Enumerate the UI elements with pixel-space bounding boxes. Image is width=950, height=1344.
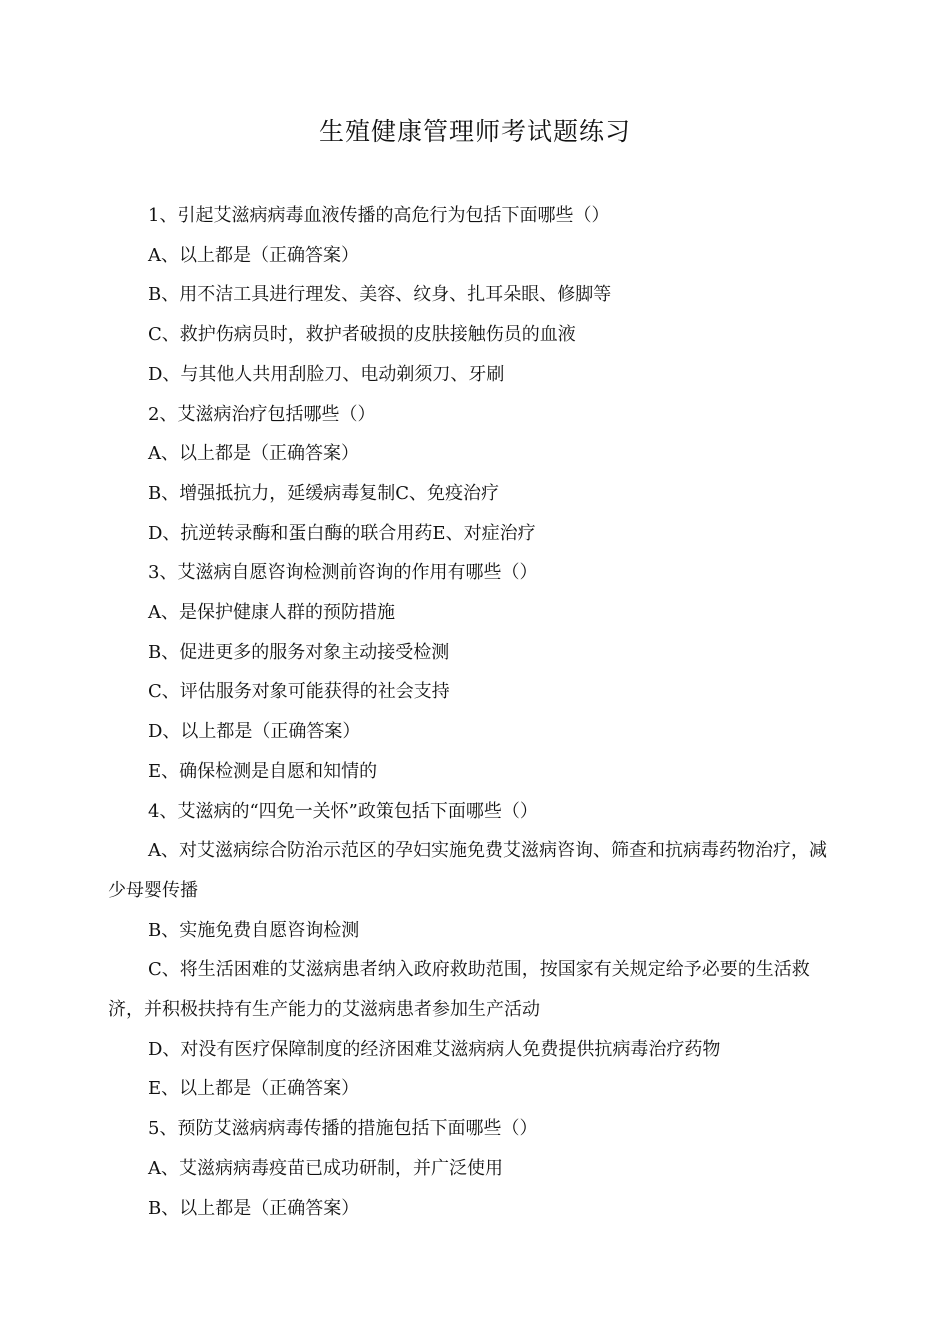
option-2de: D、抗逆转录酶和蛋白酶的联合用药E、对症治疗 bbox=[148, 522, 536, 544]
option-1a: A、以上都是（正确答案） bbox=[148, 244, 359, 266]
option-3b: B、促进更多的服务对象主动接受检测 bbox=[148, 641, 450, 663]
question-5: 5、预防艾滋病病毒传播的措施包括下面哪些（） bbox=[148, 1118, 538, 1140]
question-4: 4、艾滋病的“四免一关怀”政策包括下面哪些（） bbox=[148, 800, 538, 822]
option-5b: B、以上都是（正确答案） bbox=[148, 1197, 360, 1219]
option-2bc: B、增强抵抗力，延缓病毒复制C、免疫治疗 bbox=[148, 482, 499, 504]
option-2a: A、以上都是（正确答案） bbox=[148, 443, 359, 465]
option-4e: E、以上都是（正确答案） bbox=[148, 1078, 360, 1100]
option-4a: A、对艾滋病综合防治示范区的孕妇实施免费艾滋病咨询、筛查和抗病毒药物治疗，减少母婴传播 bbox=[108, 840, 827, 901]
question-1: 1、引起艾滋病病毒血液传播的高危行为包括下面哪些（） bbox=[148, 205, 610, 226]
option-1d: D、与其他人共用刮脸刀、电动剃须刀、牙刷 bbox=[148, 363, 505, 385]
option-3c: C、评估服务对象可能获得的社会支持 bbox=[148, 681, 450, 703]
question-2: 2、艾滋病治疗包括哪些（） bbox=[148, 403, 376, 425]
document-body bbox=[108, 196, 832, 1228]
option-3e: E、确保检测是自愿和知情的 bbox=[148, 760, 378, 782]
option-1b: B、用不洁工具进行理发、美容、纹身、扎耳朵眼、修脚等 bbox=[148, 284, 612, 306]
option-3a: A、是保护健康人群的预防措施 bbox=[148, 602, 395, 624]
option-3d: D、以上都是（正确答案） bbox=[148, 721, 361, 743]
option-5a: A、艾滋病病毒疫苗已成功研制，并广泛使用 bbox=[148, 1157, 503, 1179]
question-3: 3、艾滋病自愿咨询检测前咨询的作用有哪些（） bbox=[148, 562, 538, 584]
option-4c: C、将生活困难的艾滋病患者纳入政府救助范围，按国家有关规定给予必要的生活救济，并积极扶持有生产能力的艾滋病患者参加生产活动 bbox=[108, 959, 810, 1021]
page-title: 生殖健康管理师考试题练习 bbox=[318, 117, 631, 146]
option-4d: D、对没有医疗保障制度的经济困难艾滋病病人免费提供抗病毒治疗药物 bbox=[148, 1038, 721, 1060]
option-1c: C、救护伤病员时，救护者破损的皮肤接触伤员的血液 bbox=[148, 324, 576, 346]
option-4b: B、实施免费自愿咨询检测 bbox=[148, 919, 360, 941]
